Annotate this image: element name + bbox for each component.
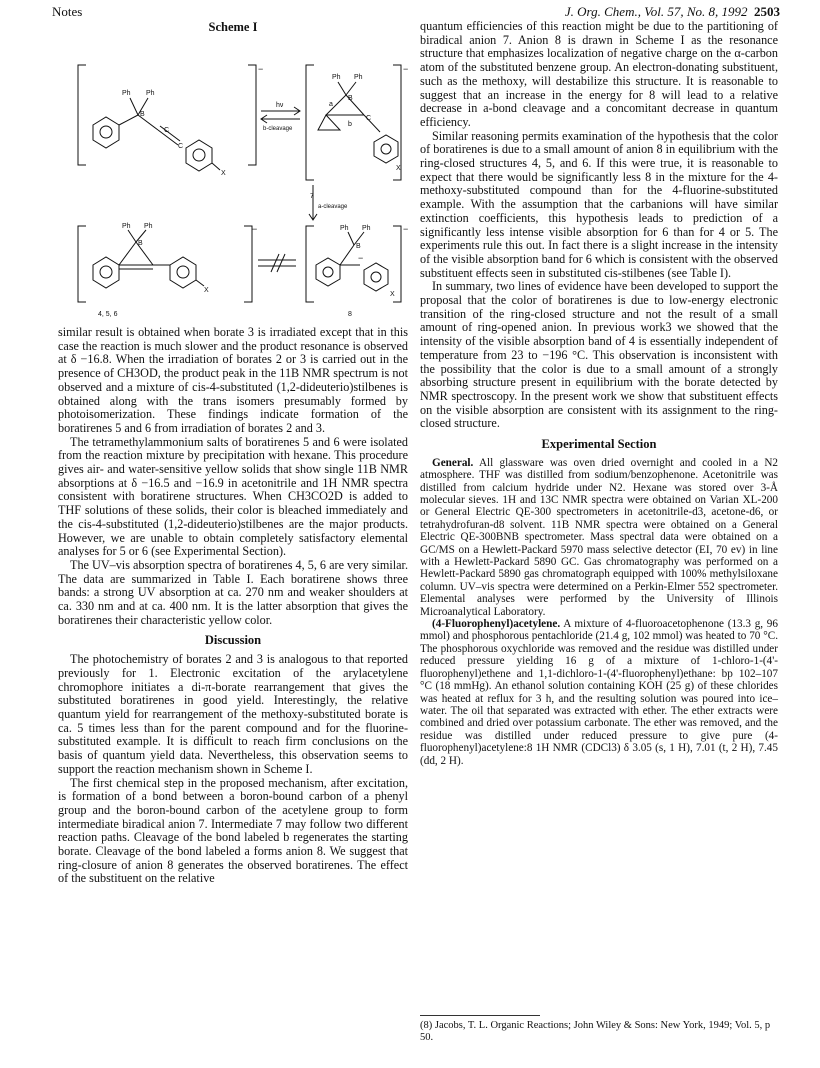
- label-c: C: [178, 143, 184, 150]
- scheme-title: Scheme I: [208, 20, 258, 34]
- label-bond-a: a: [329, 101, 333, 108]
- paragraph-text: A mixture of 4-fluoroacetophenone (13.3 g, 96 mmol) and phosphorous pentachloride (21.4 g, 102 mmol) was heated to 70 °C. The phosphorous oxychloride was removed and the residue was distilled under reduced pressure yielding 16 g of a mixture of 1-chloro-1-(4'-fluorophenyl)ethene and 1,1-dichloro-1-(4'-fluorophenyl)ethane: bp 102–107 °C (18 mmHg). An ethanol solution containing KOH (25 g) of these chlorides was heated at reflux for 3 h, and the resulting solution was poured into ice–water. The oil that separated was extracted with ether. The ether extracts were combined and dried over potassium carbonate. The ether was removed, and the residue was distilled under reduced pressure to give pure (4-fluorophenyl)acetylene:8 1H NMR (CDCl3) δ 3.05 (s, 1 H), 7.01 (t, 2 H), 7.45 (dd, 2 H).: [420, 618, 778, 767]
- journal-citation: J. Org. Chem., Vol. 57, No. 8, 1992: [564, 4, 748, 19]
- section-heading: Discussion: [204, 633, 262, 648]
- label-x: X: [396, 165, 401, 172]
- footnote-divider: [420, 1015, 540, 1016]
- label-x: X: [221, 170, 226, 177]
- paragraph: The first chemical step in the proposed mechanism, after excitation, is formation of a bond between a boron-bound carbon of a phenyl group and the boron-bound carbon of the acetylene group to form intermediate biradical anion 7. Intermediate 7 may follow two different reaction paths. Cleavage of the bond labeled b regenerates the starting borate. Cleavage of the bond labeled a forms anion 8. We suggest that ring-closure of anion 8 generates the observed boratirenes. The effect of the substituent on the relative: [58, 775, 408, 886]
- paragraph: quantum efficiencies of this reaction might be due to the partitioning of biradical anion 7. Anion 8 is drawn in Scheme I as the resonance structure that emphasizes localization of negative charge on the α-carbon atom of the substituted benzene group. An electron-donating substituent, such as the methoxy, will destabilize this structure. It is reasonable to suggest that an increase in the energy for 8 will lead to a relative decrease in a-bond cleavage and a concomitant decrease in quantum efficiency.: [420, 19, 778, 129]
- scheme-drawing: [58, 20, 408, 320]
- label-b: B: [356, 243, 361, 250]
- label-ph: Ph: [144, 223, 153, 230]
- charge-minus: −: [403, 64, 408, 74]
- charge-minus: −: [252, 224, 258, 234]
- label-x: X: [390, 291, 395, 298]
- compound-8-label: 8: [348, 311, 352, 318]
- label-b: B: [348, 95, 353, 102]
- paragraph: In summary, two lines of evidence have been developed to support the proposal that the color of boratirenes is due to low-energy electronic transition of the ring-closed structure and not the result of a small amount of ring-opened anion. In previous work3 we showed that the intensity of the visible absorption band of 4 is essentially independent of temperature from 23 to −196 °C. This observation is inconsistent with the possibility that the color is due to a small amount of a strongly absorbing structure present in equilibrium with the borate detected by NMR spectroscopy. In the present work we show that substituent effects on the visible absorption are consistent with its assignment to the ring-closed structure.: [420, 279, 778, 431]
- page-number: 2503: [754, 4, 780, 19]
- label-bond-b: b: [348, 121, 352, 128]
- label-b: B: [140, 111, 145, 118]
- paragraph: Similar reasoning permits examination of the hypothesis that the color of boratirenes is due to a small amount of anion 8 in equilibrium with the ring-closed structures 4, 5, and 6. If this were true, it is reasonable to expect that there would be significantly less 8 in the mixture for the 4-methoxy-substituted compound than for the 4-fluorine-substituted example. With the assumption that the carbanions will have similar extinction coefficients, this hypothesis leads to prediction of a significantly less intense visible absorption for 6 than for 4 or 5. The experiments rule this out. In fact there is a slight increase in the intensity of the visible absorption band for 6 which is consistent with the observed substituent effects seen in substituted cis-stilbenes (see Table I).: [420, 128, 778, 280]
- label-a-cleavage: a-cleavage: [318, 204, 348, 210]
- label-b-cleavage: b-cleavage: [263, 126, 293, 132]
- run-in-heading: (4-Fluorophenyl)acetylene.: [432, 618, 561, 631]
- paragraph: [420, 618, 778, 767]
- paragraph: The tetramethylammonium salts of boratirenes 5 and 6 were isolated from the reaction mixture by precipitation with hexane. This procedure gives air- and water-sensitive yellow solids that show single 11B NMR absorptions at δ −16.5 and −16.9 in acetonitrile and 1H NMR spectra consistent with boratirene structures. When CH3CO2D is added to THF solutions of these solids, their color is bleached immediately and the cis-4-substituted (1,2-dideuterio)stilbenes are the major products. However, we are unable to obtain completely satisfactory elemental analyses for 5 or 6 (see Experimental Section).: [58, 434, 408, 559]
- label-b: B: [138, 240, 143, 247]
- right-column: [420, 20, 778, 767]
- left-column: [58, 326, 408, 886]
- label-c: C: [164, 127, 170, 134]
- paragraph: [420, 457, 778, 618]
- paragraph: similar result is obtained when borate 3 is irradiated except that in this case the reaction is much slower and the product resonance is observed at δ −16.8. When the irradiation of borates 2 or 3 is carried out in the presence of CH3OD, the product peak in the 11B NMR spectrum is not observed and a mixture of cis-4-substituted (1,2-dideuterio)stilbenes is obtained along with the trans isomers presumably formed by photoisomerization. These findings indicate formation of the boratirenes 5 and 6 from irradiation of borates 2 and 3.: [58, 325, 408, 435]
- label-ph: Ph: [146, 90, 155, 97]
- label-ph: Ph: [122, 90, 131, 97]
- running-head-right: [565, 4, 780, 20]
- paragraph: The photochemistry of borates 2 and 3 is analogous to that reported previously for 1. Electronic excitation of the arylacetylene chromophore initiates a di-π-borate rearrangement that gives the substituted boratirenes in good yield. Interestingly, the relative quantum yield for rearrangement of the methoxy-substituted borate is ca. 5 times less than for the parent compound and for the fluorine-substituted example. It is difficult to reach firm conclusions on the basis of quantum yield data. Nevertheless, this observation seems to support the reaction mechanism shown in Scheme I.: [58, 652, 408, 776]
- label-c: C: [366, 115, 372, 122]
- compound-7-label: 7: [310, 193, 314, 200]
- label-hv: hν: [276, 102, 284, 109]
- footnote: (8) Jacobs, T. L. Organic Reactions; John Wiley & Sons: New York, 1949; Vol. 5, p 50.: [420, 1020, 771, 1043]
- label-ph: Ph: [362, 225, 371, 232]
- charge-minus: −: [258, 64, 264, 74]
- compound-456-label: 4, 5, 6: [98, 311, 118, 318]
- label-ph: Ph: [340, 225, 349, 232]
- paragraph: The UV–vis absorption spectra of boratirenes 4, 5, 6 are very similar. The data are summarized in Table I. Each boratirene shows three bands: a strong UV absorption at ca. 270 nm and weaker shoulders at ca. 330 nm and at ca. 400 nm. It is the latter absorption that gives the boratirenes their characteristic yellow color.: [58, 557, 408, 627]
- running-head-left: Notes: [52, 4, 83, 19]
- run-in-heading: General.: [432, 456, 474, 469]
- charge-minus: −: [403, 224, 408, 234]
- label-x: X: [204, 287, 209, 294]
- section-heading: Experimental Section: [541, 437, 657, 452]
- charge-minus: −: [358, 253, 364, 263]
- paragraph-text: All glassware was oven dried overnight and cooled in a N2 atmosphere. THF was distilled from sodium/benzophenone. Acetonitrile was distilled from calcium hydride under N2. Hexane was stored over 3-Å molecular sieves. 1H and 13C NMR spectra were obtained on Varian XL-200 or General Electric QE-300 spectrometers in acetonitrile-d3, acetone-d6, or tetrahydrofuran-d8 solvent. 11B NMR spectra were obtained on a General Electric QE-300BNB spectrometer. Mass spectral data were obtained on a GC/MS on a Hewlett-Packard 5970 mass selective detector (EI, 70 ev) in line with a Hewlett-Packard 5890 GC. Gas chromatography was performed on a Hewlett-Packard 5890 gas chromatograph equipped with 100% methylsiloxane column. UV–vis spectra were determined on a Perkin-Elmer 552 spectrometer. Elemental analyses were performed by the University of Illinois Microanalytical Laboratory.: [420, 456, 778, 618]
- label-ph: Ph: [122, 223, 131, 230]
- label-ph: Ph: [332, 74, 341, 81]
- scheme-figure: [58, 20, 408, 320]
- label-ph: Ph: [354, 74, 363, 81]
